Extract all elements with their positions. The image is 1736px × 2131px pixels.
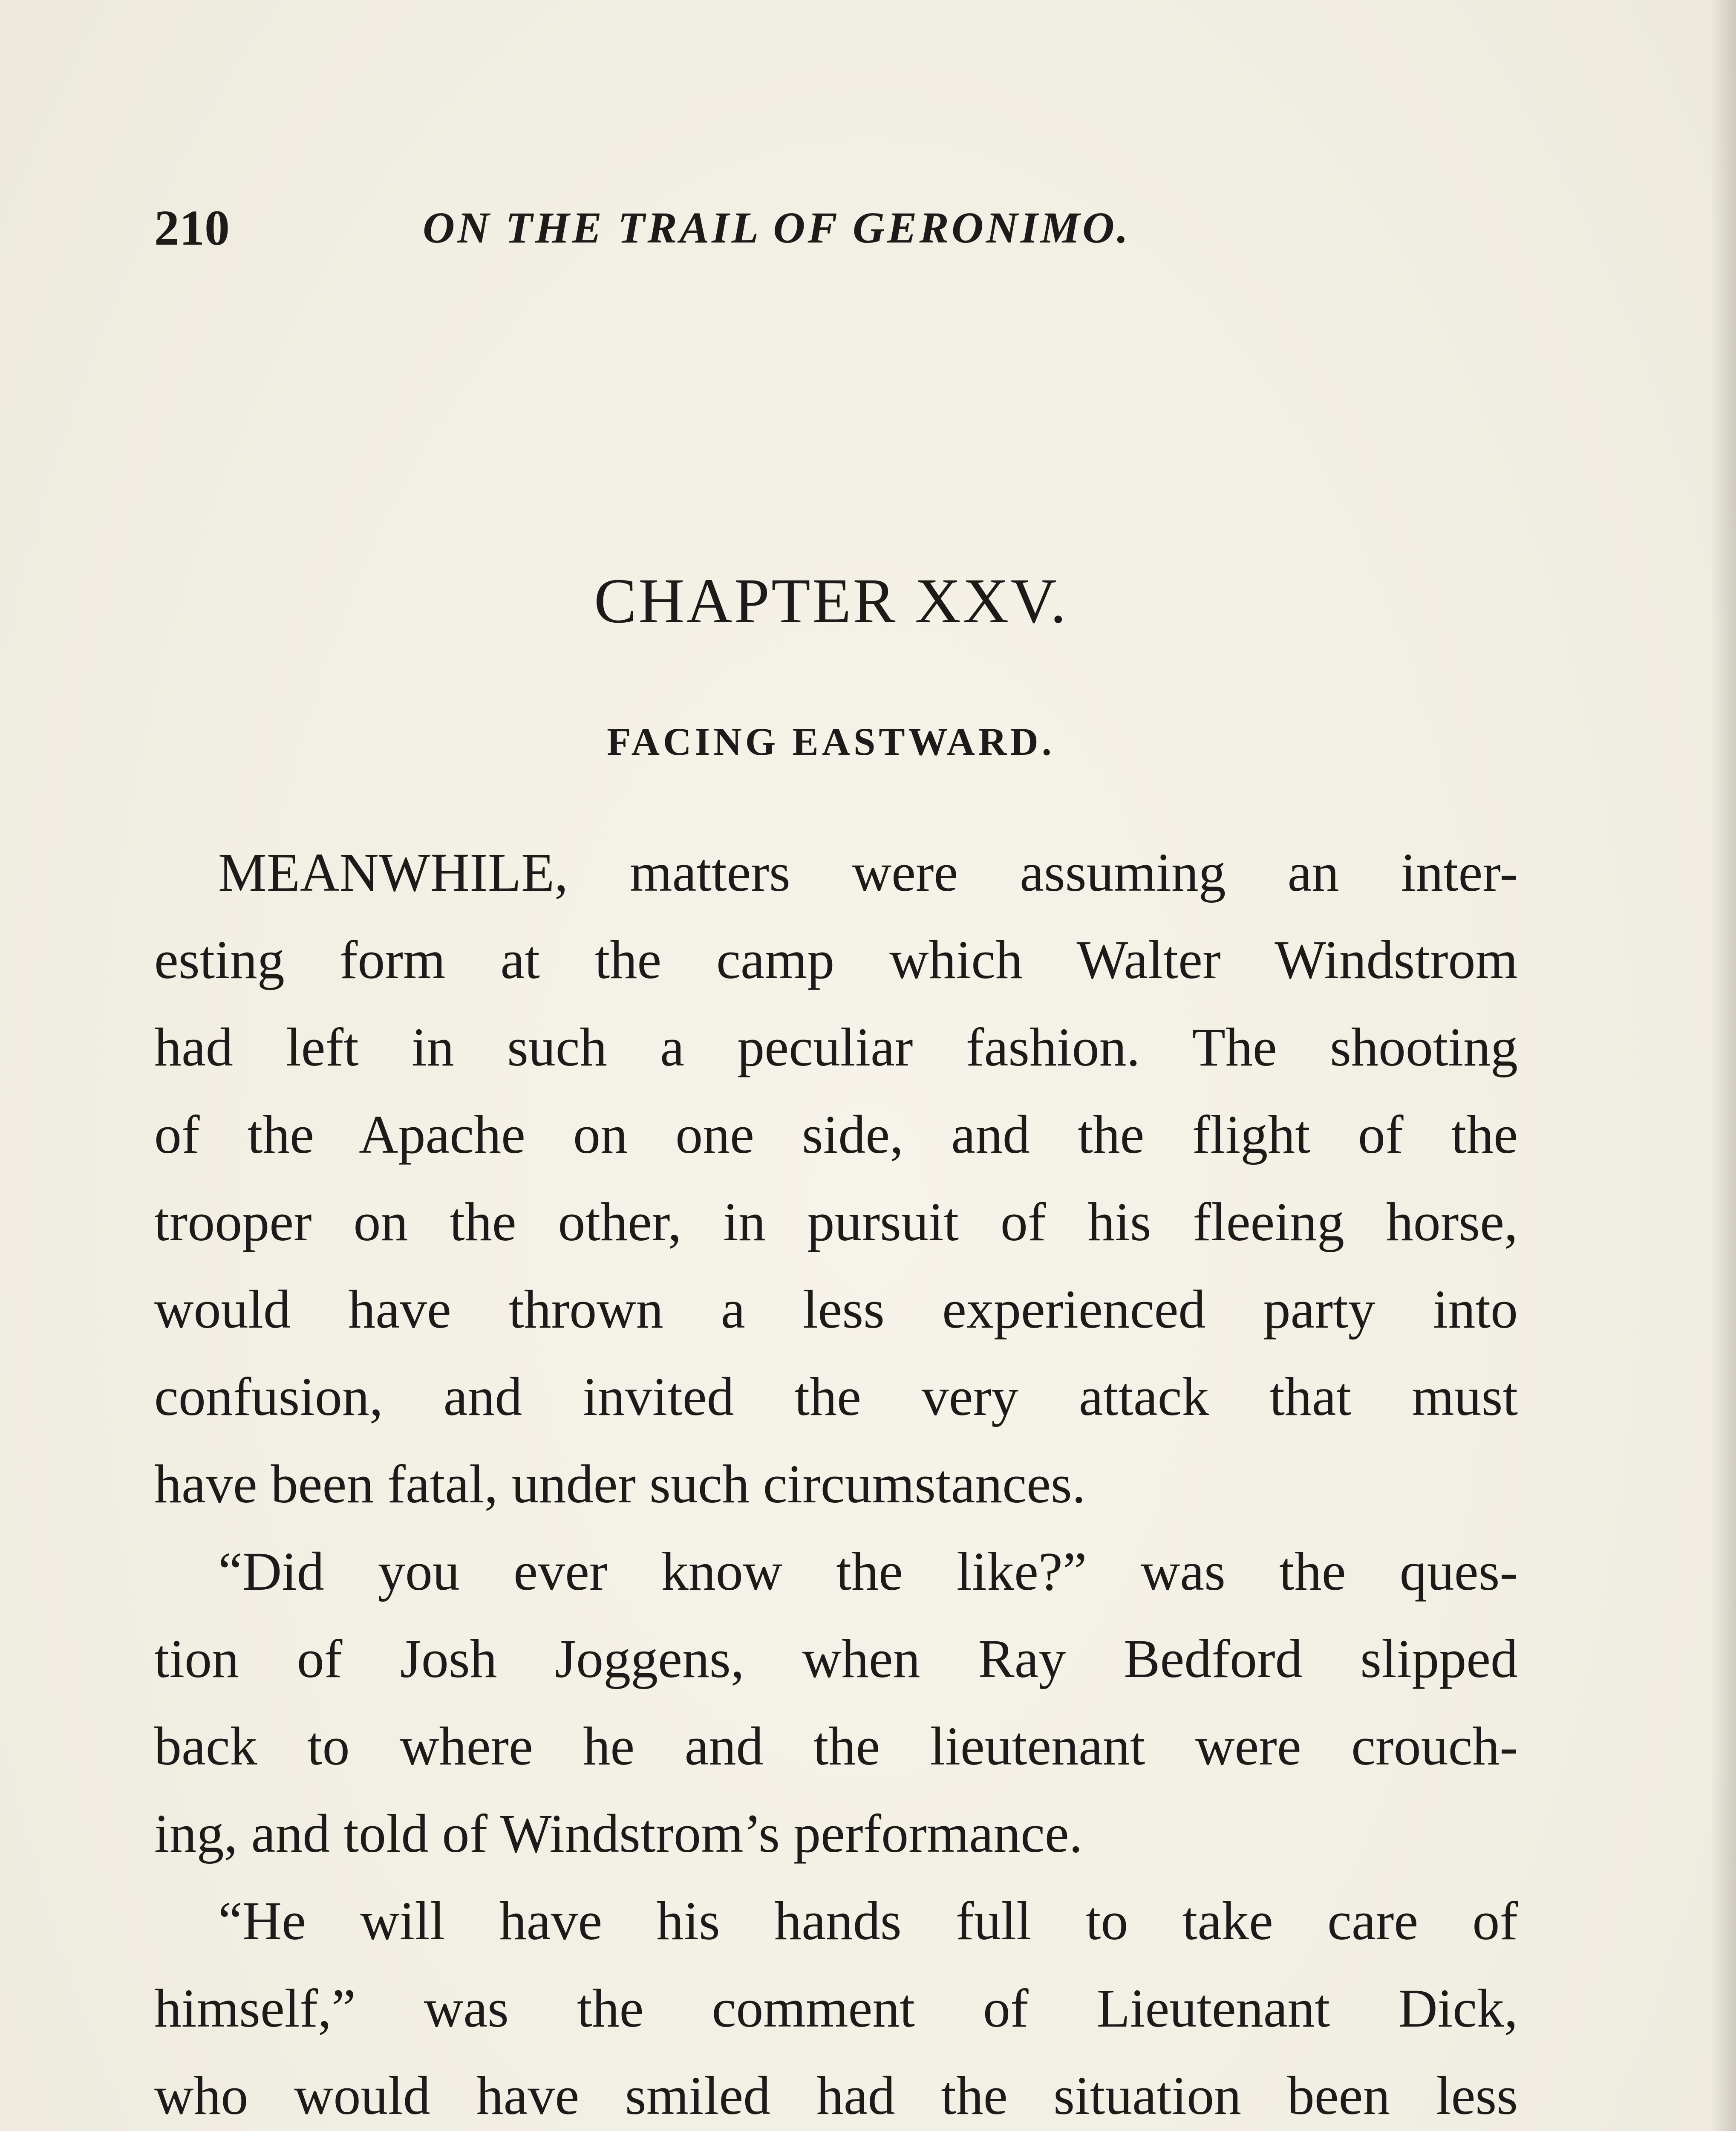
text-line: MEANWHILE, matters were assuming an inter- bbox=[218, 842, 1518, 903]
page-edge-shadow bbox=[1710, 0, 1736, 2131]
text-line: who would have smiled had the situation been less bbox=[154, 2065, 1518, 2126]
running-header bbox=[154, 194, 1262, 262]
book-title: ON THE TRAIL OF GERONIMO. bbox=[423, 203, 1131, 252]
text-line: of the Apache on one side, and the flight of the bbox=[154, 1104, 1518, 1165]
text-line: esting form at the camp which Walter Windstrom bbox=[154, 930, 1518, 990]
chapter-heading: CHAPTER XXV. bbox=[594, 566, 1068, 636]
chapter-subtitle: FACING EASTWARD. bbox=[607, 720, 1055, 763]
text-line: had left in such a peculiar fashion. The shooting bbox=[154, 1017, 1518, 1077]
text-line: would have thrown a less experienced party into bbox=[154, 1279, 1518, 1340]
text-line: confusion, and invited the very attack that must bbox=[154, 1366, 1518, 1427]
text-line: himself,” was the comment of Lieutenant Dick, bbox=[154, 1978, 1518, 2039]
text-line: trooper on the other, in pursuit of his fleeing horse, bbox=[154, 1192, 1518, 1252]
text-line: tion of Josh Joggens, when Ray Bedford slipped bbox=[154, 1629, 1518, 1689]
body-text bbox=[154, 829, 1518, 2131]
text-line: have been fatal, under such circumstances. bbox=[154, 1454, 1086, 1514]
text-line: “He will have his hands full to take care of bbox=[218, 1891, 1518, 1951]
text-line: “Did you ever know the like?” was the ques- bbox=[218, 1541, 1518, 1602]
page-number: 210 bbox=[154, 200, 230, 256]
text-line: back to where he and the lieutenant were crouch- bbox=[154, 1716, 1518, 1776]
text-line: ing, and told of Windstrom’s performance. bbox=[154, 1803, 1083, 1864]
